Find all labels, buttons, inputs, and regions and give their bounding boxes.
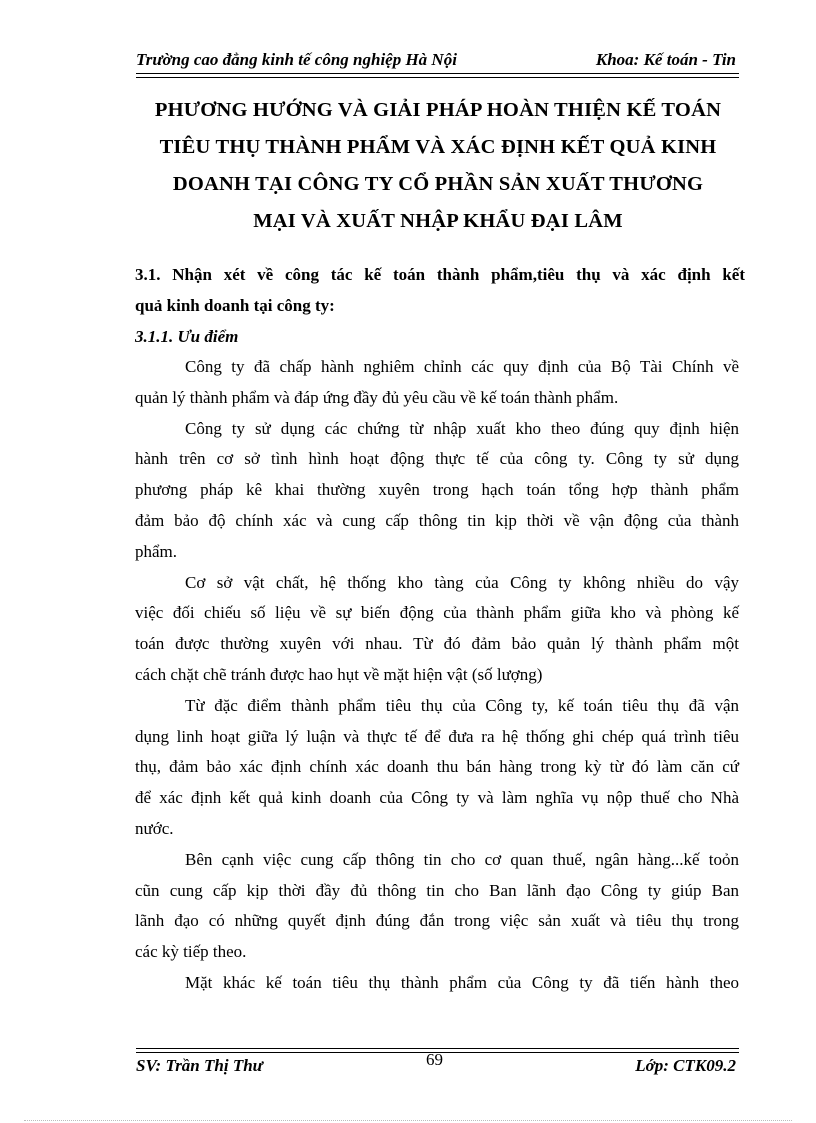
chapter-title — [120, 92, 756, 240]
paragraph-line: lãnh đạo có những quyết định đúng đắn trong việc sản xuất và tiêu thụ trong — [135, 911, 739, 931]
paragraph-line: hành trên cơ sở tình hình hoạt động thực tế của công ty. Công ty sử dụng — [135, 449, 739, 469]
paragraph-line: Công ty sử dụng các chứng từ nhập xuất kho theo đúng quy định hiện — [185, 418, 739, 438]
paragraph-line: cách chặt chẽ tránh được hao hụt về mặt hiện vật (số lượng) — [135, 664, 543, 684]
footer-rule-thin — [136, 1048, 739, 1049]
section-heading-line: quả kinh doanh tại công ty: — [135, 295, 335, 315]
header-rule-thin — [136, 77, 739, 78]
paragraph-line: Công ty đã chấp hành nghiêm chỉnh các quy định của Bộ Tài Chính về — [185, 357, 739, 376]
paragraph-line: các kỳ tiếp theo. — [135, 942, 247, 962]
title-line: MẠI VÀ XUẤT NHẬP KHẨU ĐẠI LÂM — [253, 210, 623, 232]
header-school: Trường cao đẳng kinh tế công nghiệp Hà Nội — [136, 50, 457, 69]
paragraph-line: toán được thường xuyên với nhau. Từ đó đảm bảo quản lý thành phẩm một — [135, 634, 739, 654]
section-heading — [135, 258, 745, 320]
paragraph-line: việc đối chiếu số liệu về sự biến động của thành phẩm giữa kho và phòng kế — [135, 603, 739, 623]
title-line: TIÊU THỤ THÀNH PHẨM VÀ XÁC ĐỊNH KẾT QUẢ KINH — [159, 136, 717, 158]
paragraph-line: Bên cạnh việc cung cấp thông tin cho cơ quan thuế, ngân hàng...kế toỏn — [185, 849, 739, 869]
paragraph-line: Mặt khác kế toán tiêu thụ thành phẩm của Công ty đã tiến hành theo — [185, 972, 739, 992]
header-rule — [136, 73, 739, 74]
section-heading-line: 3.1. Nhận xét về công tác kế toán thành phẩm,tiêu thụ và xác định kết — [135, 265, 745, 284]
paragraph-line: thụ, đảm bảo xác định chính xác doanh thu bán hàng trong kỳ từ đó làm căn cứ — [135, 757, 739, 777]
page-edge-divider — [24, 1120, 792, 1121]
paragraph-line: để xác định kết quả kinh doanh của Công ty và làm nghĩa vụ nộp thuế cho Nhà — [135, 788, 739, 808]
paragraph-line: Cơ sở vật chất, hệ thống kho tàng của Công ty không nhiều do vậy — [185, 572, 739, 592]
body-text — [135, 352, 739, 999]
page-header — [136, 50, 736, 74]
paragraph-line: phương pháp kê khai thường xuyên trong hạch toán tổng hợp thành phẩm — [135, 480, 739, 500]
title-line: DOANH TẠI CÔNG TY CỔ PHẦN SẢN XUẤT THƯƠNG — [172, 173, 704, 195]
paragraph-line: nước. — [135, 818, 174, 838]
paragraph-line: cũn cung cấp kịp thời đầy đủ thông tin cho Ban lãnh đạo Công ty giúp Ban — [135, 880, 739, 900]
page-number: 69 — [426, 1050, 443, 1069]
footer-student: SV: Trần Thị Thư — [136, 1056, 263, 1075]
paragraph-line: Từ đặc điểm thành phẩm tiêu thụ của Công ty, kế toán tiêu thụ đã vận — [185, 695, 739, 715]
paragraph-line: dụng linh hoạt giữa lý luận và thực tế để đưa ra hệ thống ghi chép quá trình tiêu — [135, 726, 739, 746]
paragraph-line: quản lý thành phẩm và đáp ứng đầy đủ yêu cầu về kế toán thành phẩm. — [135, 387, 619, 407]
page-footer — [136, 1050, 736, 1080]
paragraph-line: phẩm. — [135, 541, 178, 561]
footer-class: Lớp: CTK09.2 — [635, 1056, 736, 1075]
header-faculty: Khoa: Kế toán - Tin — [595, 50, 736, 69]
paragraph-line: đảm bảo độ chính xác và cung cấp thông tin kịp thời về vận động của thành — [135, 510, 739, 530]
subsection-heading: 3.1.1. Ưu điểm — [135, 327, 239, 346]
title-line: PHƯƠNG HƯỚNG VÀ GIẢI PHÁP HOÀN THIỆN KẾ TOÁN — [154, 99, 722, 121]
